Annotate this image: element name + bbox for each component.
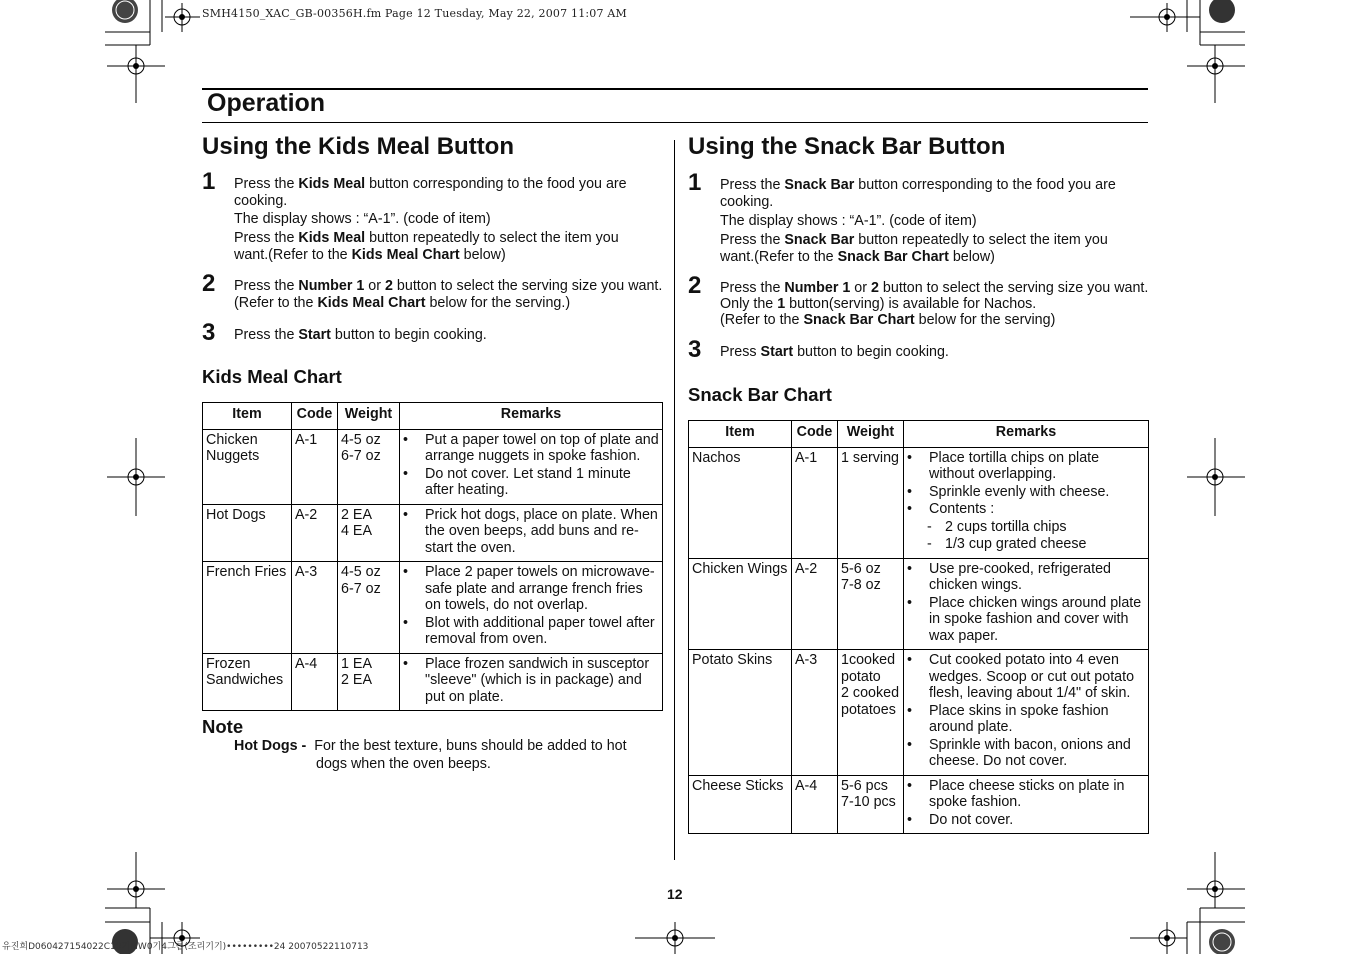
remark-subitem: - 1/3 cup grated cheese: [907, 536, 1145, 553]
weight-cell: 2 EA 4 EA: [338, 504, 400, 562]
page-number: 12: [667, 886, 683, 902]
remark: • Blot with additional paper towel after removal from oven.: [403, 615, 659, 648]
remark: • Place frozen sandwich in susceptor "sleeve" (which is in package) and put on plate.: [403, 656, 659, 706]
print-header: SMH4150_XAC_GB-00356H.fm Page 12 Tuesday, May 22, 2007 11:07 AM: [202, 7, 628, 20]
column-header-code: Code: [792, 421, 838, 448]
header-rule: [202, 88, 1148, 90]
snack-step-2-number: 2: [688, 272, 702, 299]
table-row: [203, 504, 663, 562]
remark: • Place skins in spoke fashion around plate.: [907, 703, 1145, 736]
snack-step-2-line-1: Press the Number 1 or 2 button to select the serving size you want.: [720, 280, 1149, 296]
table-row: [203, 653, 663, 711]
table-row: [203, 429, 663, 504]
snack-step-2-line-3: (Refer to the Snack Bar Chart below for the serving): [720, 312, 1056, 328]
remarks-cell: [904, 447, 1149, 558]
item-cell: Chicken Wings: [689, 558, 792, 650]
code-cell: A-2: [292, 504, 338, 562]
code-cell: A-4: [792, 775, 838, 834]
remark: • Sprinkle evenly with cheese.: [907, 484, 1145, 501]
snack-bar-chart: [688, 420, 1149, 834]
remarks-cell: [904, 775, 1149, 834]
kids-meal-chart: [202, 402, 663, 711]
remark: • Cut cooked potato into 4 even wedges. Scoop or cut out potato flesh, leaving about 1/4" of skin.: [907, 652, 1145, 702]
section-title: Operation: [207, 89, 326, 117]
table-row: [203, 562, 663, 654]
weight-cell: 1cooked potato 2 cooked potatoes: [838, 650, 904, 776]
column-header-remarks: Remarks: [400, 403, 663, 430]
kids-meal-chart-title: Kids Meal Chart: [202, 366, 342, 387]
table-row: [689, 447, 1149, 558]
remark: • Place chicken wings around plate in spoke fashion and cover with wax paper.: [907, 595, 1145, 645]
note-title: Note: [202, 716, 244, 737]
item-cell: Nachos: [689, 447, 792, 558]
snack-bar-chart-title: Snack Bar Chart: [688, 384, 832, 405]
item-cell: French Fries: [203, 562, 292, 654]
column-header-item: Item: [203, 403, 292, 430]
print-footer: 유진희D060427154022C10기MW0기4그릅(조리기기)•••••••••24 20070522110713: [2, 942, 369, 952]
item-cell: Frozen Sandwiches: [203, 653, 292, 711]
kids-step-3-text: Press the Start button to begin cooking.: [234, 327, 487, 343]
remark: • Place tortilla chips on plate without overlapping.: [907, 450, 1145, 483]
column-divider: [674, 140, 675, 860]
remarks-cell: [904, 558, 1149, 650]
kids-step-2-text: Press the Number 1 or 2 button to select the serving size you want. (Refer to the Kids Meal Chart below for the serving.): [234, 278, 663, 311]
item-cell: Chicken Nuggets: [203, 429, 292, 504]
snack-step-1-line-3: Press the Snack Bar button repeatedly to select the item you want.(Refer to the Snack Bar Chart below): [720, 232, 1108, 265]
remark: • Do not cover.: [907, 812, 1145, 829]
header-underline: [202, 122, 1148, 123]
remark: • Sprinkle with bacon, onions and cheese. Do not cover.: [907, 737, 1145, 770]
item-cell: Cheese Sticks: [689, 775, 792, 834]
weight-cell: 1 EA 2 EA: [338, 653, 400, 711]
weight-cell: 4-5 oz 6-7 oz: [338, 429, 400, 504]
code-cell: A-1: [292, 429, 338, 504]
code-cell: A-3: [792, 650, 838, 776]
remark: • Use pre-cooked, refrigerated chicken wings.: [907, 561, 1145, 594]
note-label: Hot Dogs -: [234, 738, 307, 754]
remarks-cell: [400, 562, 663, 654]
snack-step-3-number: 3: [688, 336, 702, 363]
remark-subitem: - 2 cups tortilla chips: [907, 519, 1145, 536]
remark: • Contents :: [907, 501, 1145, 518]
weight-cell: 5-6 pcs 7-10 pcs: [838, 775, 904, 834]
weight-cell: 5-6 oz 7-8 oz: [838, 558, 904, 650]
column-header-remarks: Remarks: [904, 421, 1149, 448]
table-row: [689, 650, 1149, 776]
column-header-item: Item: [689, 421, 792, 448]
remark: • Place 2 paper towels on microwave-safe plate and arrange french fries on towels, do not overlap.: [403, 564, 659, 614]
kids-step-1-line-1: Press the Kids Meal button corresponding to the food you are cooking.: [234, 176, 627, 209]
item-cell: Potato Skins: [689, 650, 792, 776]
snack-step-1-line-2: The display shows : “A-1”. (code of item): [720, 213, 977, 229]
snack-step-3-text: Press Start button to begin cooking.: [720, 344, 949, 360]
column-header-code: Code: [292, 403, 338, 430]
snack-step-1-line-1: Press the Snack Bar button corresponding to the food you are cooking.: [720, 177, 1116, 210]
code-cell: A-2: [792, 558, 838, 650]
remark: • Do not cover. Let stand 1 minute after heating.: [403, 466, 659, 499]
note-text: Hot Dogs - For the best texture, buns should be added to hot dogs when the oven beeps.: [234, 738, 627, 772]
table-row: [689, 775, 1149, 834]
remark: • Put a paper towel on top of plate and arrange nuggets in spoke fashion.: [403, 432, 659, 465]
kids-step-1-line-3: Press the Kids Meal button repeatedly to select the item you want.(Refer to the Kids Meal Chart below): [234, 230, 619, 263]
remarks-cell: [400, 429, 663, 504]
column-header-weight: Weight: [838, 421, 904, 448]
remark: • Place cheese sticks on plate in spoke fashion.: [907, 778, 1145, 811]
remark: • Prick hot dogs, place on plate. When the oven beeps, add buns and re-start the oven.: [403, 507, 659, 557]
weight-cell: 1 serving: [838, 447, 904, 558]
code-cell: A-3: [292, 562, 338, 654]
column-header-weight: Weight: [338, 403, 400, 430]
code-cell: A-4: [292, 653, 338, 711]
kids-meal-heading: Using the Kids Meal Button: [202, 133, 514, 160]
table-header-row: [689, 421, 1149, 448]
kids-step-1-line-2: The display shows : “A-1”. (code of item): [234, 211, 491, 227]
weight-cell: 4-5 oz 6-7 oz: [338, 562, 400, 654]
snack-bar-heading: Using the Snack Bar Button: [688, 133, 1006, 160]
item-cell: Hot Dogs: [203, 504, 292, 562]
kids-step-1-number: 1: [202, 168, 216, 195]
kids-step-2-number: 2: [202, 270, 216, 297]
remarks-cell: [400, 504, 663, 562]
remarks-cell: [400, 653, 663, 711]
table-header-row: [203, 403, 663, 430]
table-row: [689, 558, 1149, 650]
remarks-cell: [904, 650, 1149, 776]
kids-step-3-number: 3: [202, 319, 216, 346]
snack-step-2-line-2: Only the 1 button(serving) is available for Nachos.: [720, 296, 1037, 312]
code-cell: A-1: [792, 447, 838, 558]
snack-step-1-number: 1: [688, 169, 702, 196]
